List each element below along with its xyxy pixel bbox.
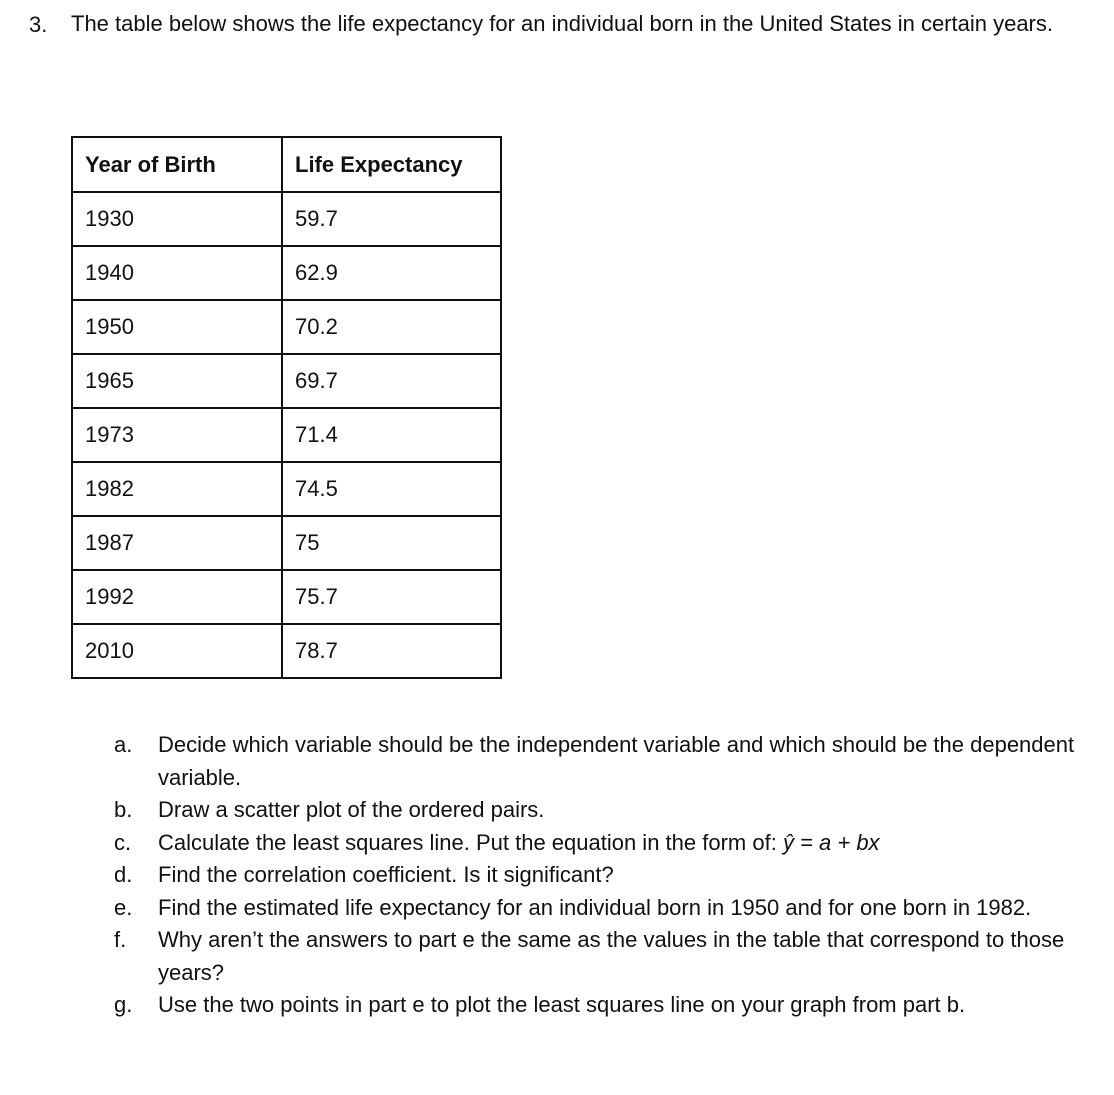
table-row	[72, 408, 501, 462]
table-row	[72, 354, 501, 408]
question-text: The table below shows the life expectancy for an individual born in the United States in certain years.	[71, 11, 1053, 36]
part-item-e	[0, 892, 1114, 925]
year-cell: 2010	[72, 624, 282, 678]
life-expectancy-table	[71, 136, 502, 679]
table-row	[72, 462, 501, 516]
part-item-b	[0, 794, 1114, 827]
header-life-expectancy: Life Expectancy	[282, 137, 501, 192]
part-letter: c.	[114, 829, 132, 855]
part-item-d	[0, 859, 1114, 892]
table-row	[72, 192, 501, 246]
life-expectancy-cell: 62.9	[282, 246, 501, 300]
part-letter: a.	[114, 732, 133, 757]
part-text: Why aren’t the answers to part e the same as the values in the table that correspond to those years?	[158, 927, 1065, 985]
life-expectancy-cell: 75.7	[282, 570, 501, 624]
part-letter: d.	[114, 862, 133, 887]
life-expectancy-cell: 59.7	[282, 192, 501, 246]
table-row	[72, 624, 501, 678]
life-expectancy-cell: 74.5	[282, 462, 501, 516]
part-text: Find the correlation coefficient. Is it significant?	[158, 862, 614, 887]
year-cell: 1987	[72, 516, 282, 570]
life-expectancy-cell: 71.4	[282, 408, 501, 462]
part-text: Calculate the least squares line. Put the equation in the form of:	[158, 829, 783, 855]
table-row	[72, 570, 501, 624]
question-number: 3.	[29, 12, 48, 37]
life-expectancy-cell: 78.7	[282, 624, 501, 678]
part-text: Find the estimated life expectancy for an individual born in 1950 and for one born in 1982.	[158, 894, 1032, 920]
part-item-c	[0, 827, 1114, 860]
header-year-of-birth: Year of Birth	[72, 137, 282, 192]
part-letter: f.	[114, 927, 127, 952]
part-text: Decide which variable should be the independent variable and which should be the dependent variable.	[158, 732, 1075, 790]
table-row	[72, 300, 501, 354]
part-item-f	[0, 924, 1114, 989]
life-expectancy-cell: 75	[282, 516, 501, 570]
year-cell: 1940	[72, 246, 282, 300]
question-parts-list	[0, 729, 1114, 1022]
year-cell: 1982	[72, 462, 282, 516]
year-cell: 1950	[72, 300, 282, 354]
year-cell: 1992	[72, 570, 282, 624]
part-item-g	[0, 989, 1114, 1022]
year-cell: 1965	[72, 354, 282, 408]
year-cell: 1930	[72, 192, 282, 246]
table-header-row	[72, 137, 501, 192]
equation-form: ŷ = a + bx	[782, 829, 880, 855]
table-row	[72, 516, 501, 570]
part-letter: g.	[114, 992, 133, 1017]
part-item-a	[0, 729, 1114, 794]
table-row	[72, 246, 501, 300]
year-cell: 1973	[72, 408, 282, 462]
part-letter: e.	[114, 894, 133, 920]
part-text: Use the two points in part e to plot the least squares line on your graph from part b.	[158, 992, 966, 1017]
part-text: Draw a scatter plot of the ordered pairs.	[158, 797, 545, 822]
life-expectancy-cell: 69.7	[282, 354, 501, 408]
part-letter: b.	[114, 797, 133, 822]
life-expectancy-cell: 70.2	[282, 300, 501, 354]
